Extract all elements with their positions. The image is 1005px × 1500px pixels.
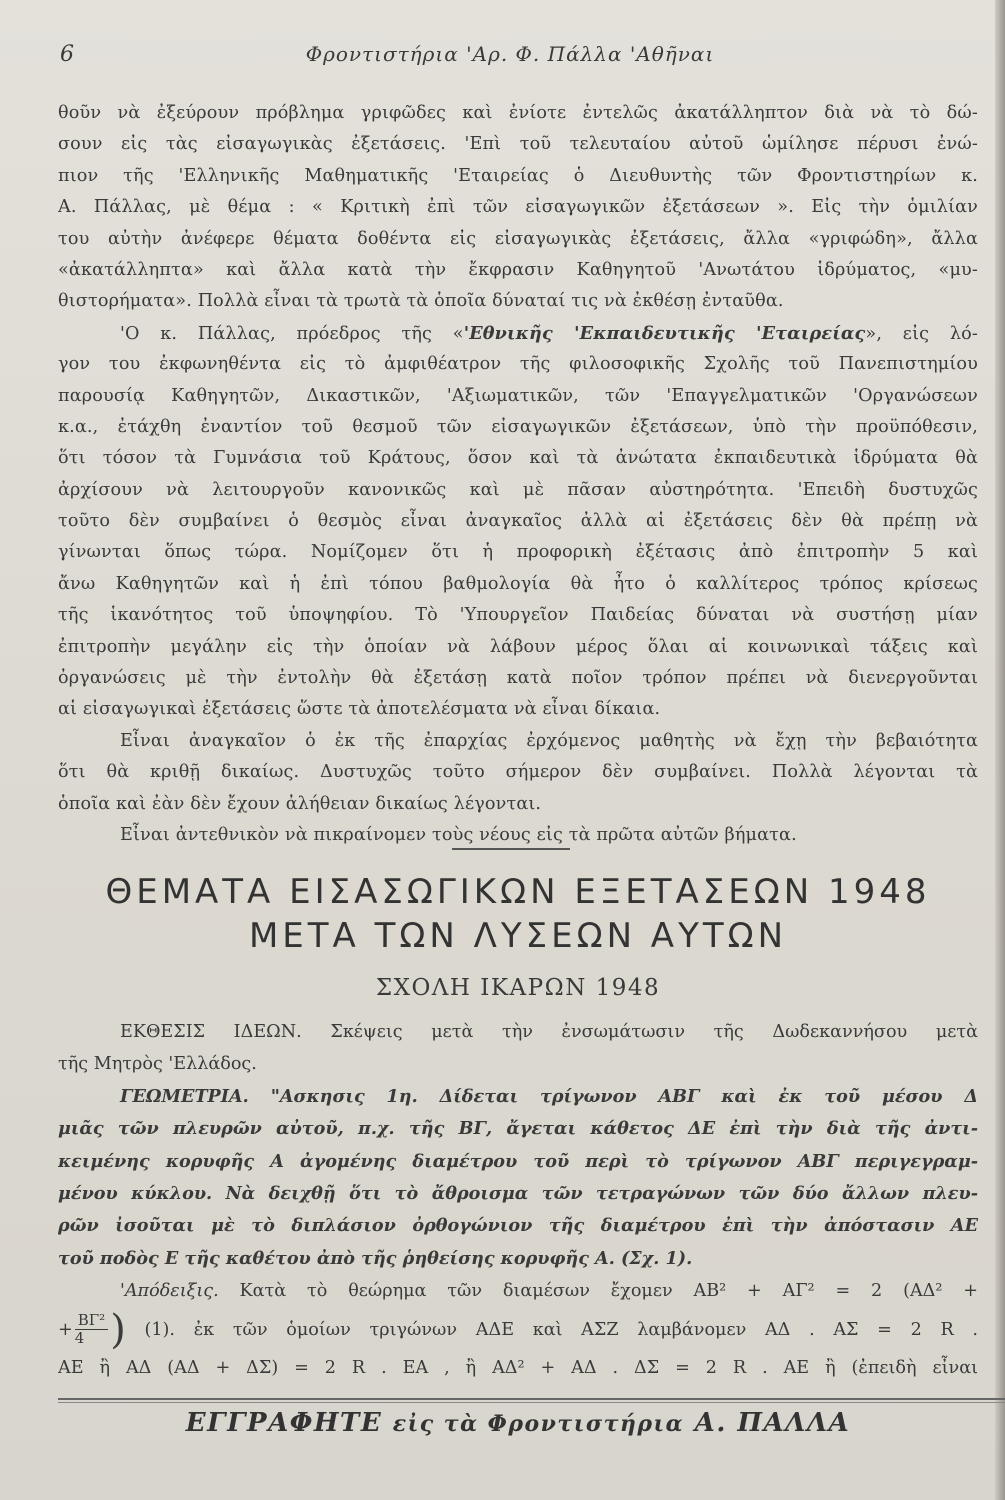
text-line: ἐπιτροπὴν μεγάλην εἰς τὴν ὁποίαν νὰ λάβουν μέρος ὅλαι αἱ κοινωνικαὶ τάξεις καὶ: [58, 636, 978, 657]
text-line: μιᾶς τῶν πλευρῶν αὐτοῦ, π.χ. τῆς ΒΓ, ἄγεται κάθετος ΔΕ ἐπὶ τὴν διὰ τῆς ἀντι-: [58, 1118, 978, 1140]
ekthesis-line: ΕΚΘΕΣΙΣ ΙΔΕΩΝ. Σκέψεις μετὰ τὴν ἐνσωμάτωσιν τῆς Δωδεκαννήσου μετὰ: [120, 1022, 978, 1042]
ekthesis-label: ΕΚΘΕΣΙΣ ΙΔΕΩΝ.: [120, 1022, 302, 1042]
text-line: ὁποῖα καὶ ἐὰν δὲν ἔχουν ἀλήθειαν δικαίως λέγονται.: [58, 793, 542, 814]
text-line: κειμένης κορυφῆς Α ἀγομένης διαμέτρου τοῦ περὶ τὸ τρίγωνον ΑΒΓ περιγεγραμ-: [58, 1150, 978, 1172]
text-line: παρουσίᾳ Καθηγητῶν, Δικαστικῶν, 'Αξιωματικῶν, τῶν 'Επαγγελματικῶν 'Οργανώσεων: [58, 385, 978, 406]
text-line: ὅτι θὰ κριθῇ δικαίως. Δυστυχῶς τοῦτο σήμερον δὲν συμβαίνει. Πολλὰ λέγονται τὰ: [58, 762, 978, 783]
paragraph-start: Εἶναι ἀναγκαῖον ὁ ἐκ τῆς ἐπαρχίας ἐρχόμενος μαθητὴς νὰ ἔχῃ τὴν βεβαιότητα: [120, 730, 978, 751]
text-line: τοῦτο δὲν συμβαίνει ὁ θεσμὸς εἶναι ἀναγκαῖος ἀλλὰ αἱ ἐξετάσεις δὲν θὰ πρέπῃ νὰ: [58, 511, 978, 532]
text-line: ὅτι τόσον τὰ Γυμνάσια τοῦ Κράτους, ὅσον καὶ τὰ ἀνώτατα ἐκπαιδευτικὰ ἱδρύματα θὰ: [58, 448, 978, 469]
text-line: τῆς ἱκανότητος τοῦ ὑποψηφίου. Τὸ 'Υπουργεῖον Παιδείας δύναται νὰ συστήσῃ μίαν: [58, 605, 978, 626]
school-heading: ΣΧΟΛΗ ΙΚΑΡΩΝ 1948: [375, 975, 661, 1001]
text-line: πιον τῆς 'Ελληνικῆς Μαθηματικῆς 'Εταιρείας ὁ Διευθυντὴς τῶν Φροντιστηρίων κ.: [58, 165, 978, 186]
text-line: μένου κύκλου. Νὰ δειχθῇ ὅτι τὸ ἄθροισμα τῶν τετραγώνων τῶν δύο ἄλλων πλευ-: [58, 1182, 978, 1204]
running-title: Φροντιστήρια 'Αρ. Φ. Πάλλα 'Αθῆναι: [305, 42, 715, 66]
text-line: αἱ εἰσαγωγικαὶ ἐξετάσεις ὥστε τὰ ἀποτελέσματα νὰ εἶναι δίκαια.: [58, 699, 661, 720]
text-line: γον του ἐκφωνηθέντα εἰς τὸ ἀμφιθέατρον τῆς φιλοσοφικῆς Σχολῆς τοῦ Πανεπιστημίου: [58, 354, 978, 375]
society-name: 'Εθνικῆς 'Εκπαιδευτικῆς 'Εταιρείας: [463, 322, 866, 344]
text-line: κ.α., ἐτάχθη ἐναντίον τοῦ θεσμοῦ τῶν εἰσαγωγικῶν ἐξετάσεων, ὑπὸ τὴν προϋπόθεσιν,: [58, 416, 978, 437]
proof-label: 'Απόδειξις.: [120, 1281, 219, 1302]
text-line: γίνωνται ὅπως τώρα. Νομίζομεν ὅτι ἡ προφορικὴ ἐξέτασις ἀπὸ ἐπιτροπὴν 5 καὶ: [58, 542, 978, 563]
text-line: σουν εἰς τὰς εἰσαγωγικὰς ἐξετάσεις. 'Επὶ τοῦ τελευταίου αὐτοῦ ὡμίλησε πέρυσι ἐνώ-: [58, 134, 978, 155]
binding-shadow: [995, 0, 1005, 1500]
section-title-line2: ΜΕΤΑ ΤΩΝ ΛΥΣΕΩΝ ΑΥΤΩΝ: [248, 916, 788, 956]
text-line: τῆς Μητρὸς 'Ελλάδος.: [58, 1054, 257, 1075]
text-line: ὀργανώσεις μὲ τὴν ἐντολὴν θὰ ἐξετάσῃ κατὰ ποῖον τρόπον πρέπει νὰ διενεργοῦνται: [58, 668, 978, 689]
article-body: [58, 98, 978, 851]
text-line: θιστορήματα». Πολλὰ εἶναι τὰ τρωτὰ τὰ ὁποῖα δύναταί τις νὰ ἐκθέσῃ ἐνταῦθα.: [58, 291, 784, 312]
geometry-label: ΓΕΩΜΕΤΡΙΑ.: [120, 1085, 249, 1107]
fraction: $\frac{\text{ΒΓ²}}{4}$: [75, 1312, 108, 1347]
paragraph-start: Εἶναι ἀντεθνικὸν νὰ πικραίνομεν τοὺς νέους εἰς τὰ πρῶτα αὐτῶν βήματα.: [120, 824, 797, 845]
paragraph-start: 'Ο κ. Πάλλας, πρόεδρος τῆς «'Εθνικῆς 'Εκπαιδευτικῆς 'Εταιρείας», εἰς λό-: [120, 322, 978, 344]
exam-section: [58, 1016, 978, 1384]
text-line: ΑΕ ἢ ΑΔ (ΑΔ + ΔΣ) = 2 R . ΕΑ , ἢ ΑΔ² + ΑΔ . ΔΣ = 2 R . ΑΕ ἢ (ἐπειδὴ εἶναι: [58, 1357, 978, 1378]
geometry-line: ΓΕΩΜΕΤΡΙΑ. "Ασκησις 1η. Δίδεται τρίγωνον ΑΒΓ καὶ ἐκ τοῦ μέσου Δ: [120, 1085, 978, 1107]
text-line: Α. Πάλλας, μὲ θέμα : « Κριτικὴ ἐπὶ τῶν εἰσαγωγικῶν ἐξετάσεων ». Εἰς τὴν ὁμιλίαν: [58, 197, 978, 218]
formula-line: + $\frac{\text{ΒΓ²}}{4}$ ) (1). ἐκ τῶν ὁμοίων τριγώνων ΑΔΕ καὶ ΑΣΖ λαμβάνομεν ΑΔ . ΑΣ = 2 R .: [58, 1307, 978, 1352]
page-number: 6: [60, 42, 74, 67]
text-line: ρῶν ἰσοῦται μὲ τὸ διπλάσιον ὀρθογώνιον τῆς διαμέτρου ἐπὶ τὴν ἀπόστασιν ΑΕ: [58, 1215, 978, 1237]
section-divider: [452, 848, 570, 850]
proof-line: 'Απόδειξις. Κατὰ τὸ θεώρημα τῶν διαμέσων ἔχομεν ΑΒ² + ΑΓ² = 2 (ΑΔ² +: [120, 1281, 978, 1302]
footer-rule: [58, 1398, 1005, 1400]
text-line: «ἀκατάλληπτα» καὶ ἄλλα κατὰ τὴν ἔκφρασιν Καθηγητοῦ 'Ανωτάτου ἱδρύματος, «μυ-: [58, 259, 978, 280]
text-line: του αὐτὴν ἀνέφερε θέματα δοθέντα εἰς εἰσαγωγικὰς ἐξετάσεις, ἄλλα «γριφώδη», ἄλλα: [58, 228, 978, 249]
text-line: ἀρχίσουν νὰ λειτουργοῦν κανονικῶς καὶ μὲ πᾶσαν αὐστηρότητα. 'Επειδὴ δυστυχῶς: [58, 479, 978, 500]
text-line: θοῦν νὰ ἐξεύρουν πρόβλημα γριφῶδες καὶ ἐνίοτε ἐντελῶς ἀκατάλληπτον διὰ νὰ τὸ δώ-: [58, 103, 978, 123]
section-title-line1: ΘΕΜΑΤΑ ΕΙΣΑΣΩΓΙΚΩΝ ΕΞΕΤΑΣΕΩΝ 1948: [105, 872, 931, 912]
footer-advert: ΕΓΓΡΑΦΗΤΕ εἰς τὰ Φροντιστήρια Α. ΠΑΛΛΑ: [185, 1408, 851, 1438]
text-line: τοῦ ποδὸς Ε τῆς καθέτου ἀπὸ τῆς ῥηθείσης κορυφῆς Α. (Σχ. 1).: [58, 1247, 693, 1269]
page-header: [60, 40, 960, 80]
text-line: ἄνω Καθηγητῶν καὶ ἡ ἐπὶ τόπου βαθμολογία θὰ ἦτο ὁ καλλίτερος τρόπος κρίσεως: [58, 573, 978, 594]
footer-rule: [58, 1402, 1005, 1403]
